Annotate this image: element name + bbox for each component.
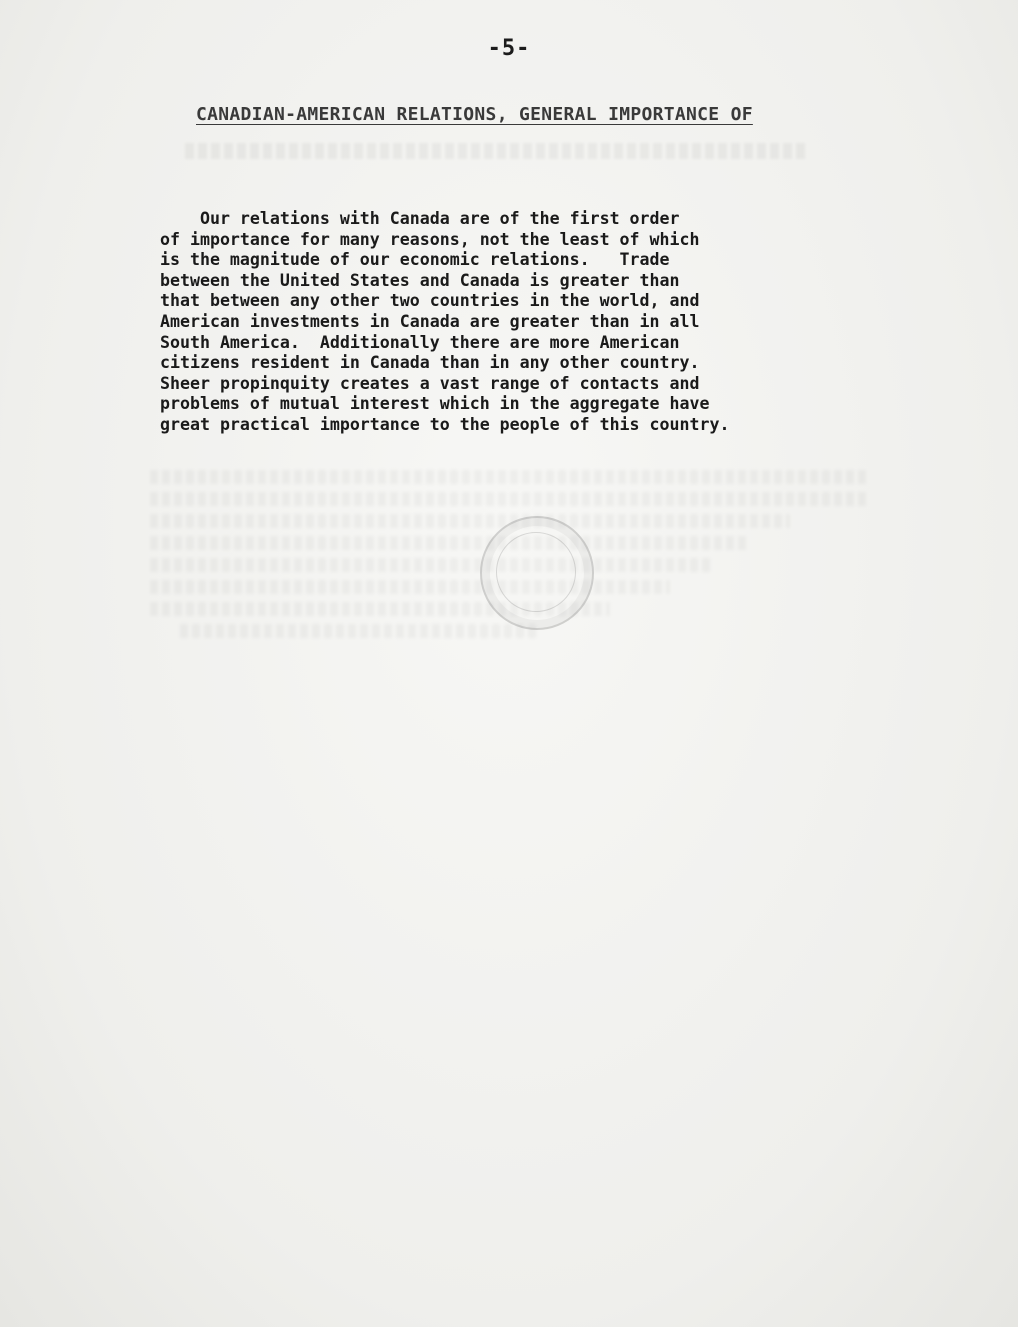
body-paragraph	[160, 209, 900, 436]
bleed-through-line	[150, 514, 790, 528]
bleed-through-line	[185, 143, 805, 159]
archive-stamp	[480, 516, 594, 630]
section-heading: CANADIAN-AMERICAN RELATIONS, GENERAL IMPORTANCE OF	[196, 104, 753, 125]
paragraph-line: Our relations with Canada are of the first order	[160, 209, 680, 228]
bleed-through-line	[180, 624, 540, 638]
paragraph-line: that between any other two countries in the world, and	[160, 291, 700, 311]
paragraph-line: between the United States and Canada is greater than	[160, 270, 680, 290]
paragraph-line: is the magnitude of our economic relations. Trade	[160, 250, 670, 270]
paragraph-line: American investments in Canada are greater than in all	[160, 311, 700, 331]
paragraph-line: great practical importance to the people of this country.	[160, 414, 730, 434]
page-number: -5-	[487, 36, 531, 61]
archive-stamp-inner-ring	[496, 532, 576, 612]
paragraph-line: of importance for many reasons, not the least of which	[160, 229, 700, 249]
bleed-through-line	[150, 536, 750, 550]
paragraph-line: Sheer propinquity creates a vast range of contacts and	[160, 373, 700, 393]
paragraph-line: problems of mutual interest which in the aggregate have	[160, 394, 710, 414]
bleed-through-line	[150, 470, 870, 484]
paragraph-line: citizens resident in Canada than in any other country.	[160, 353, 700, 373]
bleed-through-line	[150, 492, 870, 506]
paragraph-line: South America. Additionally there are more American	[160, 332, 680, 352]
bleed-through-line	[150, 558, 710, 572]
